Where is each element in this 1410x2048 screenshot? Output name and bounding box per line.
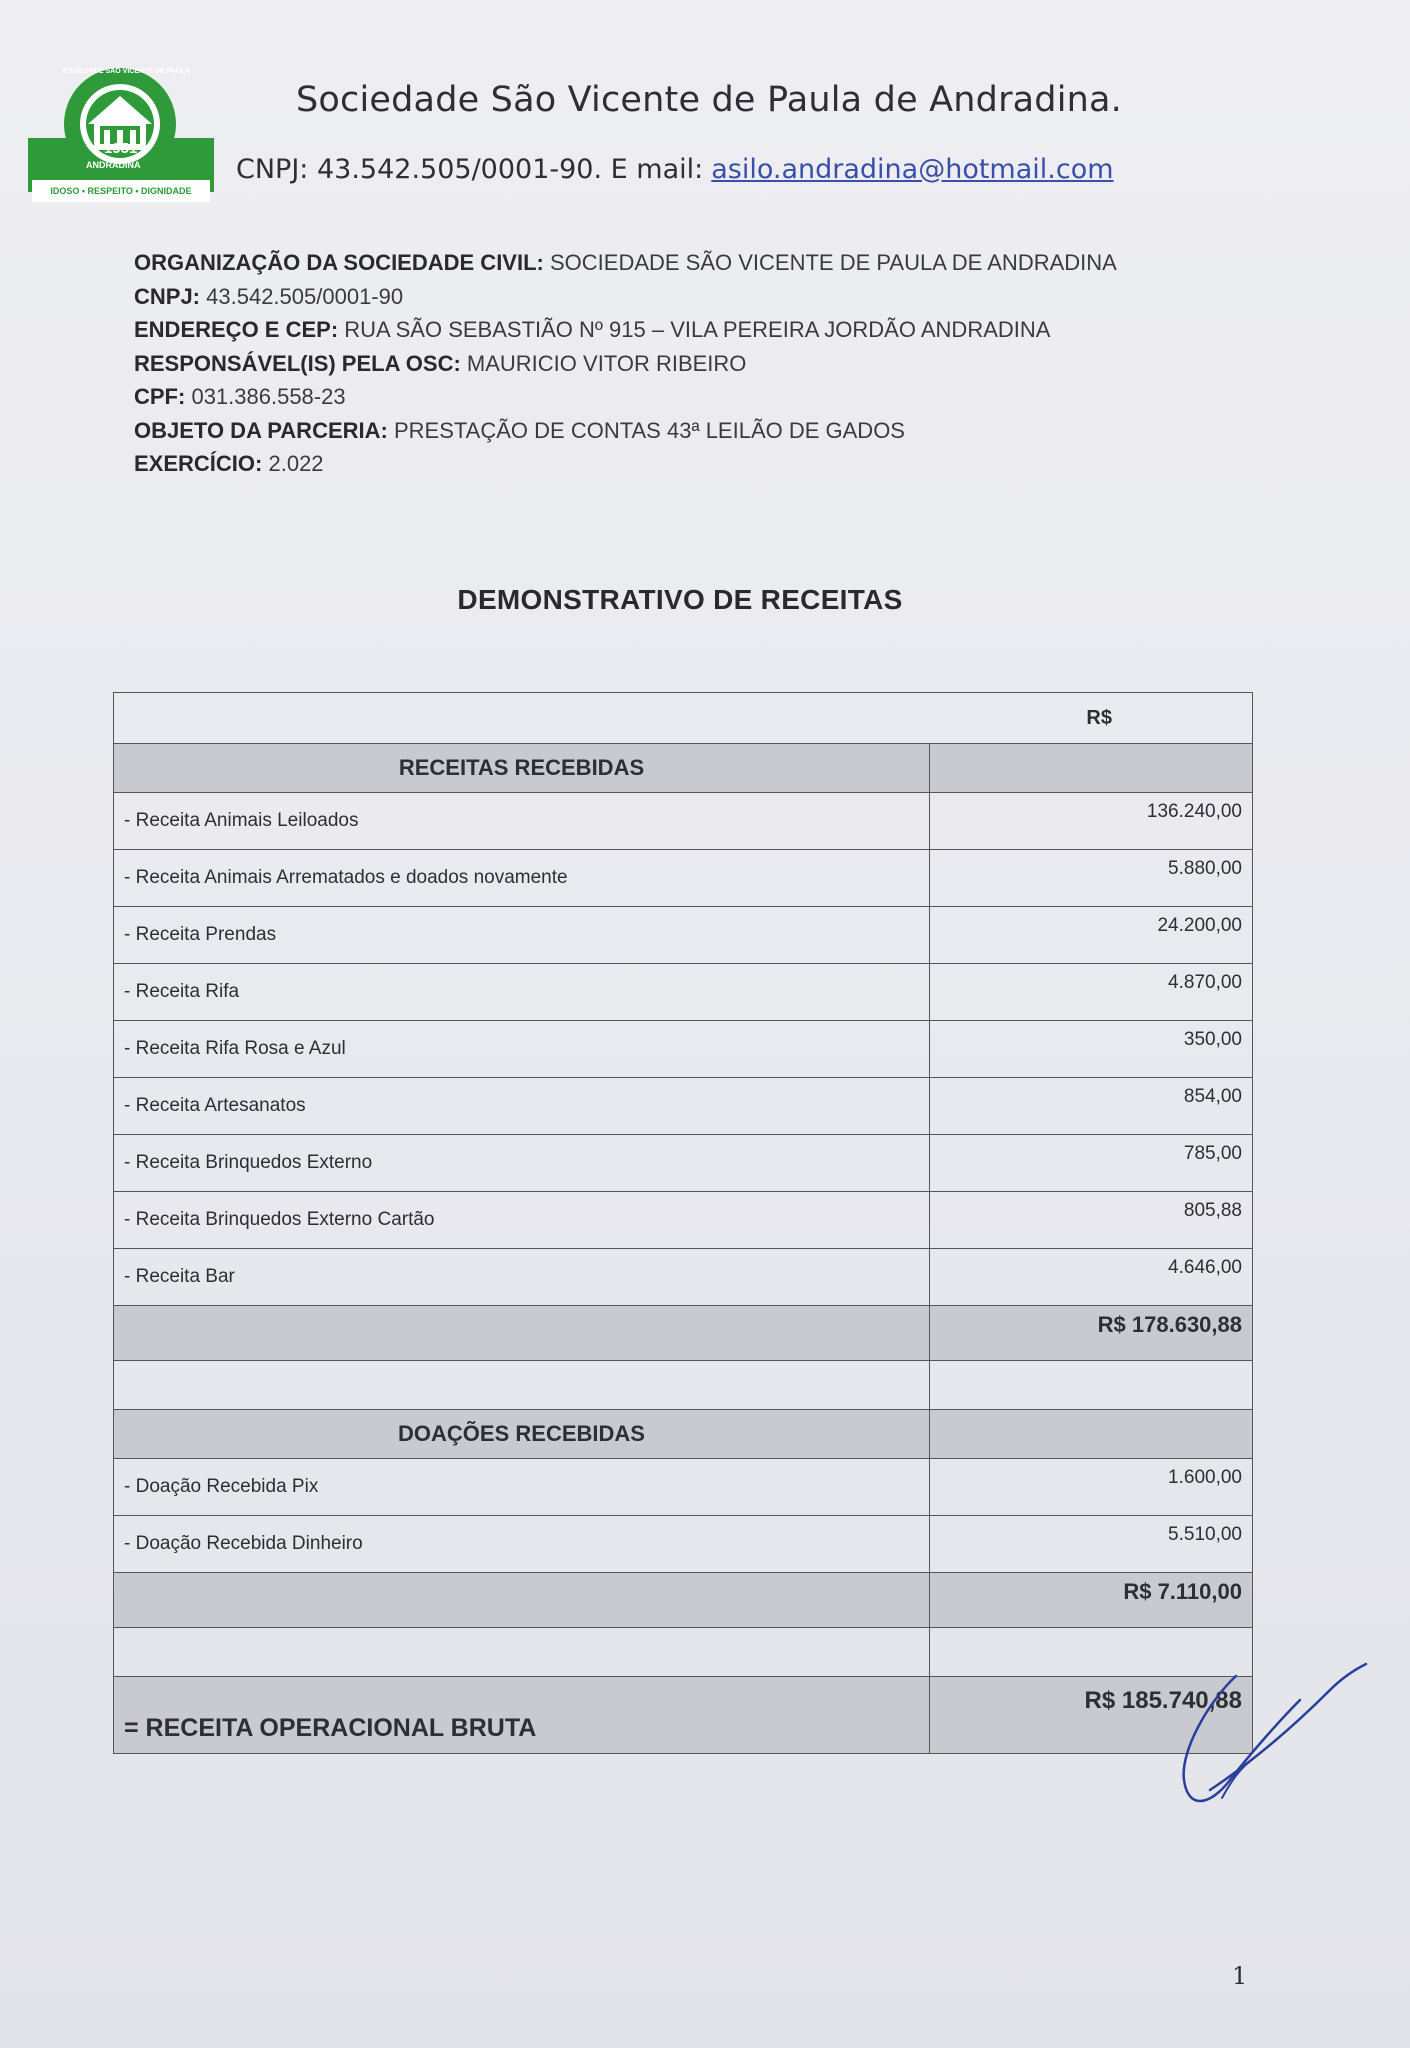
doacoes-total: R$ 7.110,00	[930, 1573, 1253, 1628]
spacer-row	[114, 1628, 1253, 1677]
table-row	[114, 1078, 1253, 1135]
empty-cell	[930, 744, 1253, 793]
partnership-info	[134, 246, 1117, 481]
row-label: - Doação Recebida Dinheiro	[114, 1516, 930, 1573]
logo-ring-text: SOCIEDADE SÃO VICENTE DE PAULA	[62, 68, 191, 75]
row-value: 785,00	[930, 1135, 1253, 1192]
table-row	[114, 1249, 1253, 1306]
empty-cell	[114, 1628, 930, 1677]
row-value: 1.600,00	[930, 1459, 1253, 1516]
row-label: - Receita Bar	[114, 1249, 930, 1306]
row-value: 136.240,00	[930, 793, 1253, 850]
info-label: RESPONSÁVEL(IS) PELA OSC:	[134, 350, 461, 376]
row-label: - Receita Rifa	[114, 964, 930, 1021]
info-label: ENDEREÇO E CEP:	[134, 317, 339, 342]
logo-city: ANDRADINA	[86, 160, 141, 170]
row-label: - Receita Animais Arrematados e doados novamente	[114, 850, 930, 907]
document-title: DEMONSTRATIVO DE RECEITAS	[457, 584, 903, 615]
table-row	[114, 1192, 1253, 1249]
info-value: 031.386.558-23	[191, 384, 346, 409]
info-value: 43.542.505/0001-90	[206, 283, 404, 309]
logo-motto: IDOSO • RESPEITO • DIGNIDADE	[50, 186, 192, 196]
subtotal-row	[114, 1573, 1253, 1628]
table-row	[114, 1516, 1253, 1573]
cnpj-email-label: CNPJ: 43.542.505/0001-90. E mail:	[236, 154, 704, 185]
row-value: 24.200,00	[930, 907, 1253, 964]
info-value: MAURICIO VITOR RIBEIRO	[466, 350, 747, 376]
email-link[interactable]: asilo.andradina@hotmail.com	[711, 154, 1114, 185]
table-row	[114, 850, 1253, 907]
table-row	[114, 1459, 1253, 1516]
row-value: 350,00	[930, 1021, 1253, 1078]
gross-revenue-label: = RECEITA OPERACIONAL BRUTA	[114, 1677, 930, 1754]
row-label: - Receita Rifa Rosa e Azul	[114, 1021, 930, 1078]
handwritten-signature	[1170, 1660, 1370, 1830]
info-value: PRESTAÇÃO DE CONTAS 43ª LEILÃO DE GADOS	[393, 417, 905, 443]
empty-cell	[114, 1306, 930, 1361]
table-row	[114, 1135, 1253, 1192]
empty-cell	[114, 1361, 930, 1410]
gross-revenue-row	[114, 1677, 1253, 1754]
organization-name: Sociedade São Vicente de Paula de Andradina.	[296, 80, 1123, 120]
row-label: - Receita Animais Leiloados	[114, 793, 930, 850]
empty-cell	[930, 1361, 1253, 1410]
organization-logo	[28, 66, 214, 204]
currency-header: R$	[114, 693, 1253, 744]
row-label: - Receita Brinquedos Externo	[114, 1135, 930, 1192]
info-row	[134, 447, 1117, 481]
row-value: 805,88	[930, 1192, 1253, 1249]
empty-cell	[114, 1573, 930, 1628]
info-value: 2.022	[268, 451, 324, 476]
table-row	[114, 793, 1253, 850]
subtotal-row	[114, 1306, 1253, 1361]
receitas-total: R$ 178.630,88	[930, 1306, 1253, 1361]
revenue-table	[113, 692, 1253, 1754]
receitas-header: RECEITAS RECEBIDAS	[114, 744, 930, 793]
info-label: ORGANIZAÇÃO DA SOCIEDADE CIVIL:	[134, 250, 544, 275]
logo-year: 1951	[104, 140, 138, 157]
organization-contact	[236, 154, 1114, 185]
gross-revenue-total: R$ 185.740,88	[930, 1677, 1253, 1754]
row-value: 5.510,00	[930, 1516, 1253, 1573]
info-row	[134, 246, 1117, 280]
info-row	[134, 347, 1117, 381]
row-label: - Receita Prendas	[114, 907, 930, 964]
table-header-row	[114, 693, 1253, 744]
row-value: 4.646,00	[930, 1249, 1253, 1306]
row-label: - Doação Recebida Pix	[114, 1459, 930, 1516]
table-row	[114, 907, 1253, 964]
page-number: 1	[1232, 1962, 1248, 1990]
spacer-row	[114, 1361, 1253, 1410]
info-row	[134, 313, 1117, 347]
info-value: RUA SÃO SEBASTIÃO Nº 915 – VILA PEREIRA JORDÃO ANDRADINA	[344, 317, 1051, 342]
info-label: OBJETO DA PARCERIA:	[134, 417, 388, 443]
row-label: - Receita Artesanatos	[114, 1078, 930, 1135]
info-row	[134, 380, 1117, 414]
info-label: CNPJ:	[134, 283, 201, 309]
row-label: - Receita Brinquedos Externo Cartão	[114, 1192, 930, 1249]
row-value: 854,00	[930, 1078, 1253, 1135]
info-row	[134, 414, 1117, 448]
row-value: 5.880,00	[930, 850, 1253, 907]
table-row	[114, 1021, 1253, 1078]
table-row	[114, 964, 1253, 1021]
info-label: EXERCÍCIO:	[134, 451, 263, 476]
info-label: CPF:	[134, 384, 186, 409]
info-value: SOCIEDADE SÃO VICENTE DE PAULA DE ANDRADINA	[549, 250, 1117, 275]
empty-cell	[930, 1410, 1253, 1459]
section-header-row	[114, 744, 1253, 793]
row-value: 4.870,00	[930, 964, 1253, 1021]
section-header-row	[114, 1410, 1253, 1459]
info-row	[134, 280, 1117, 314]
doacoes-header: DOAÇÕES RECEBIDAS	[114, 1410, 930, 1459]
